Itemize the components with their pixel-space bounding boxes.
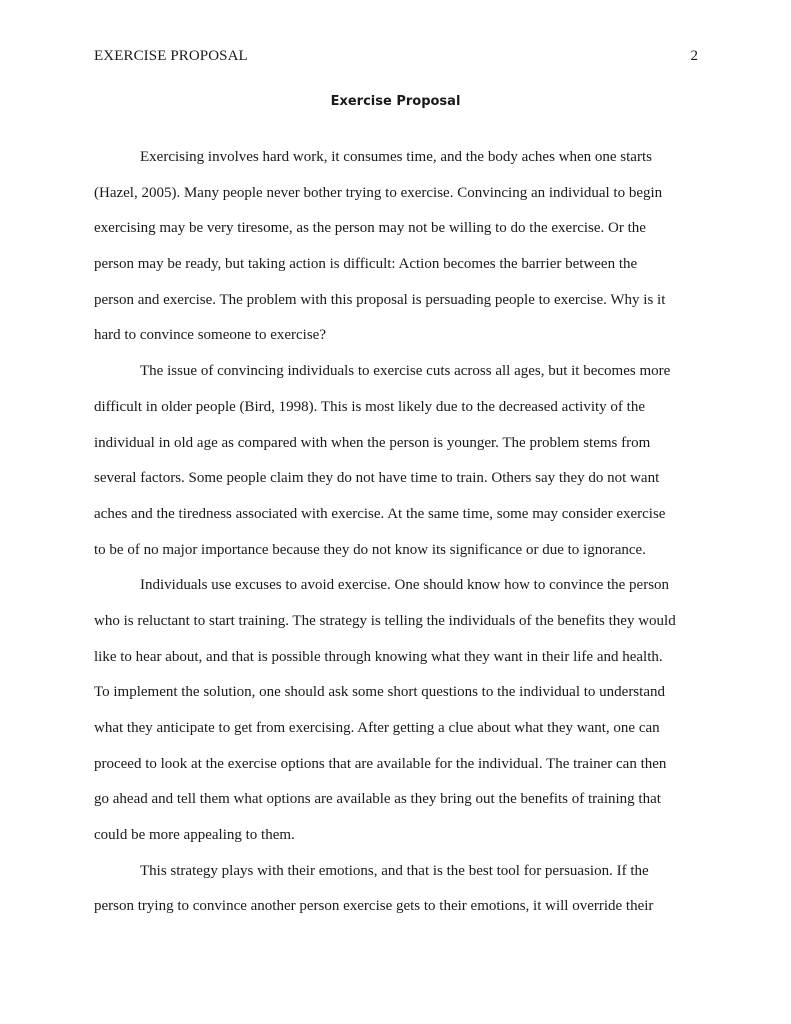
- text-line: This strategy plays with their emotions, and that is the best tool for persuasion. If the: [140, 862, 649, 879]
- text-line: To implement the solution, one should ask some short questions to the individual to understand: [94, 684, 665, 701]
- text-line: person may be ready, but taking action is difficult: Action becomes the barrier between the: [94, 256, 638, 273]
- paragraph-1: [94, 140, 698, 354]
- document-title: Exercise Proposal: [330, 94, 461, 109]
- paragraph-4: [94, 854, 698, 925]
- document-body: [94, 140, 698, 925]
- text-line: to be of no major importance because they do not know its significance or due to ignorance.: [94, 541, 646, 558]
- text-line: individual in old age as compared with when the person is younger. The problem stems from: [94, 434, 651, 451]
- text-line: what they anticipate to get from exercising. After getting a clue about what they want, one can: [94, 720, 660, 736]
- paragraph-3: [94, 568, 698, 854]
- text-line: go ahead and tell them what options are available as they bring out the benefits of training that: [94, 791, 661, 808]
- text-line: aches and the tiredness associated with exercise. At the same time, some may consider exercise: [94, 505, 666, 522]
- text-line: could be more appealing to them.: [94, 827, 295, 844]
- text-line: person trying to convince another person exercise gets to their emotions, it will override their: [94, 898, 654, 915]
- text-line: hard to convince someone to exercise?: [94, 327, 326, 344]
- running-head: EXERCISE PROPOSAL: [94, 48, 248, 64]
- text-line: proceed to look at the exercise options that are available for the individual. The trainer can then: [94, 755, 667, 772]
- text-line: several factors. Some people claim they do not have time to train. Others say they do not want: [94, 470, 660, 487]
- text-line: person and exercise. The problem with this proposal is persuading people to exercise. Why is it: [94, 291, 666, 308]
- text-line: exercising may be very tiresome, as the person may not be willing to do the exercise. Or the: [94, 220, 646, 237]
- page-number: 2: [690, 48, 698, 64]
- text-line: like to hear about, and that is possible through knowing what they want in their life and health.: [94, 648, 663, 665]
- text-line: difficult in older people (Bird, 1998). This is most likely due to the decreased activity of the: [94, 398, 645, 415]
- paragraph-2: [94, 354, 698, 568]
- text-line: who is reluctant to start training. The strategy is telling the individuals of the benefits they would: [94, 612, 676, 629]
- text-line: Individuals use excuses to avoid exercise. One should know how to convince the person: [140, 577, 670, 594]
- text-line: Exercising involves hard work, it consumes time, and the body aches when one starts: [140, 149, 652, 165]
- text-line: The issue of convincing individuals to exercise cuts across all ages, but it becomes more: [140, 363, 671, 380]
- text-line: (Hazel, 2005). Many people never bother trying to exercise. Convincing an individual to begin: [94, 184, 663, 201]
